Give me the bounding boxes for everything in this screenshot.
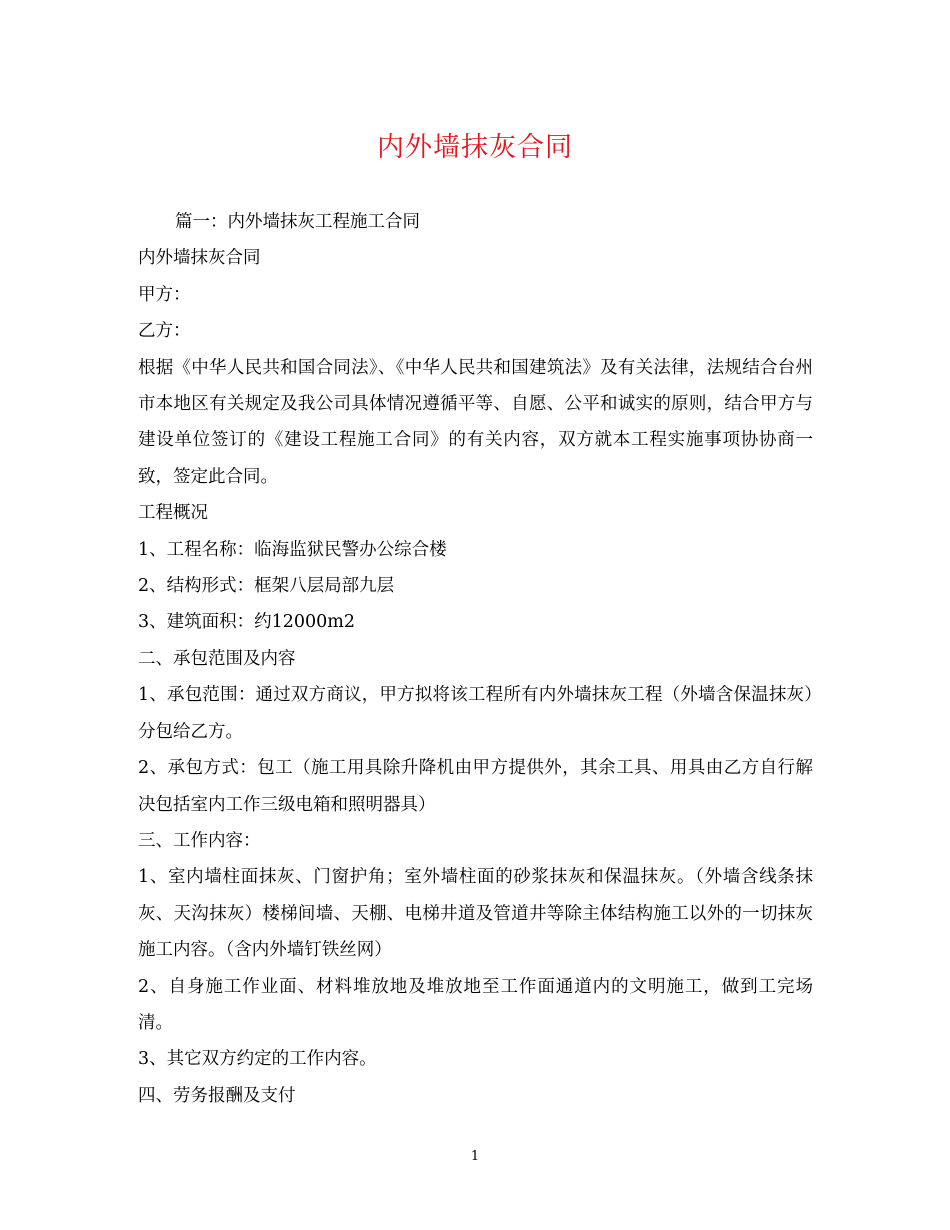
document-title: 内外墙抹灰合同	[377, 132, 573, 163]
paragraph: 2、自身施工作业面、材料堆放地及堆放地至工作面通道内的文明施工，做到工完场清。	[138, 976, 813, 1033]
paragraph: 3、其它双方约定的工作内容。	[138, 1049, 377, 1070]
paragraph: 1、室内墙柱面抹灰、门窗护角；室外墙柱面的砂浆抹灰和保温抹灰。（外墙含线条抹灰、天沟抹灰）楼梯间墙、天棚、电梯井道及管道井等除主体结构施工以外的一切抹灰施工内容。（含内外墙钉铁丝网）	[138, 867, 813, 961]
paragraph: 1、工程名称：临海监狱民警办公综合楼	[138, 539, 447, 560]
paragraph: 2、结构形式：框架八层局部九层	[138, 576, 395, 597]
paragraph: 2、承包方式：包工（施工用具除升降机由甲方提供外，其余工具、用具由乙方自行解决包括室内工作三级电箱和照明器具）	[138, 758, 813, 815]
paragraph: 甲方：	[138, 284, 191, 305]
paragraph: 篇一：内外墙抹灰工程施工合同	[175, 212, 420, 232]
paragraph: 工程概况	[138, 503, 208, 524]
paragraph: 根据《中华人民共和国合同法》、《中华人民共和国建筑法》及有关法律，法规结合台州市本地区有关规定及我公司具体情况遵循平等、自愿、公平和诚实的原则，结合甲方与建设单位签订的《建设工程施工合同》的有关内容，双方就本工程实施事项协协商一致，签定此合同。	[138, 357, 813, 487]
paragraph: 乙方：	[138, 321, 191, 342]
paragraph: 四、劳务报酬及支付	[138, 1085, 296, 1106]
paragraph: 二、承包范围及内容	[138, 648, 296, 669]
paragraph: 三、工作内容：	[138, 830, 261, 851]
paragraph: 内外墙抹灰合同	[138, 248, 261, 269]
paragraph: 1、承包范围：通过双方商议，甲方拟将该工程所有内外墙抹灰工程（外墙含保温抹灰）分包给乙方。	[138, 685, 813, 742]
paragraph: 3、建筑面积：约12000m2	[138, 612, 356, 633]
document-body	[138, 204, 813, 1114]
page-number: 1	[470, 1149, 480, 1164]
